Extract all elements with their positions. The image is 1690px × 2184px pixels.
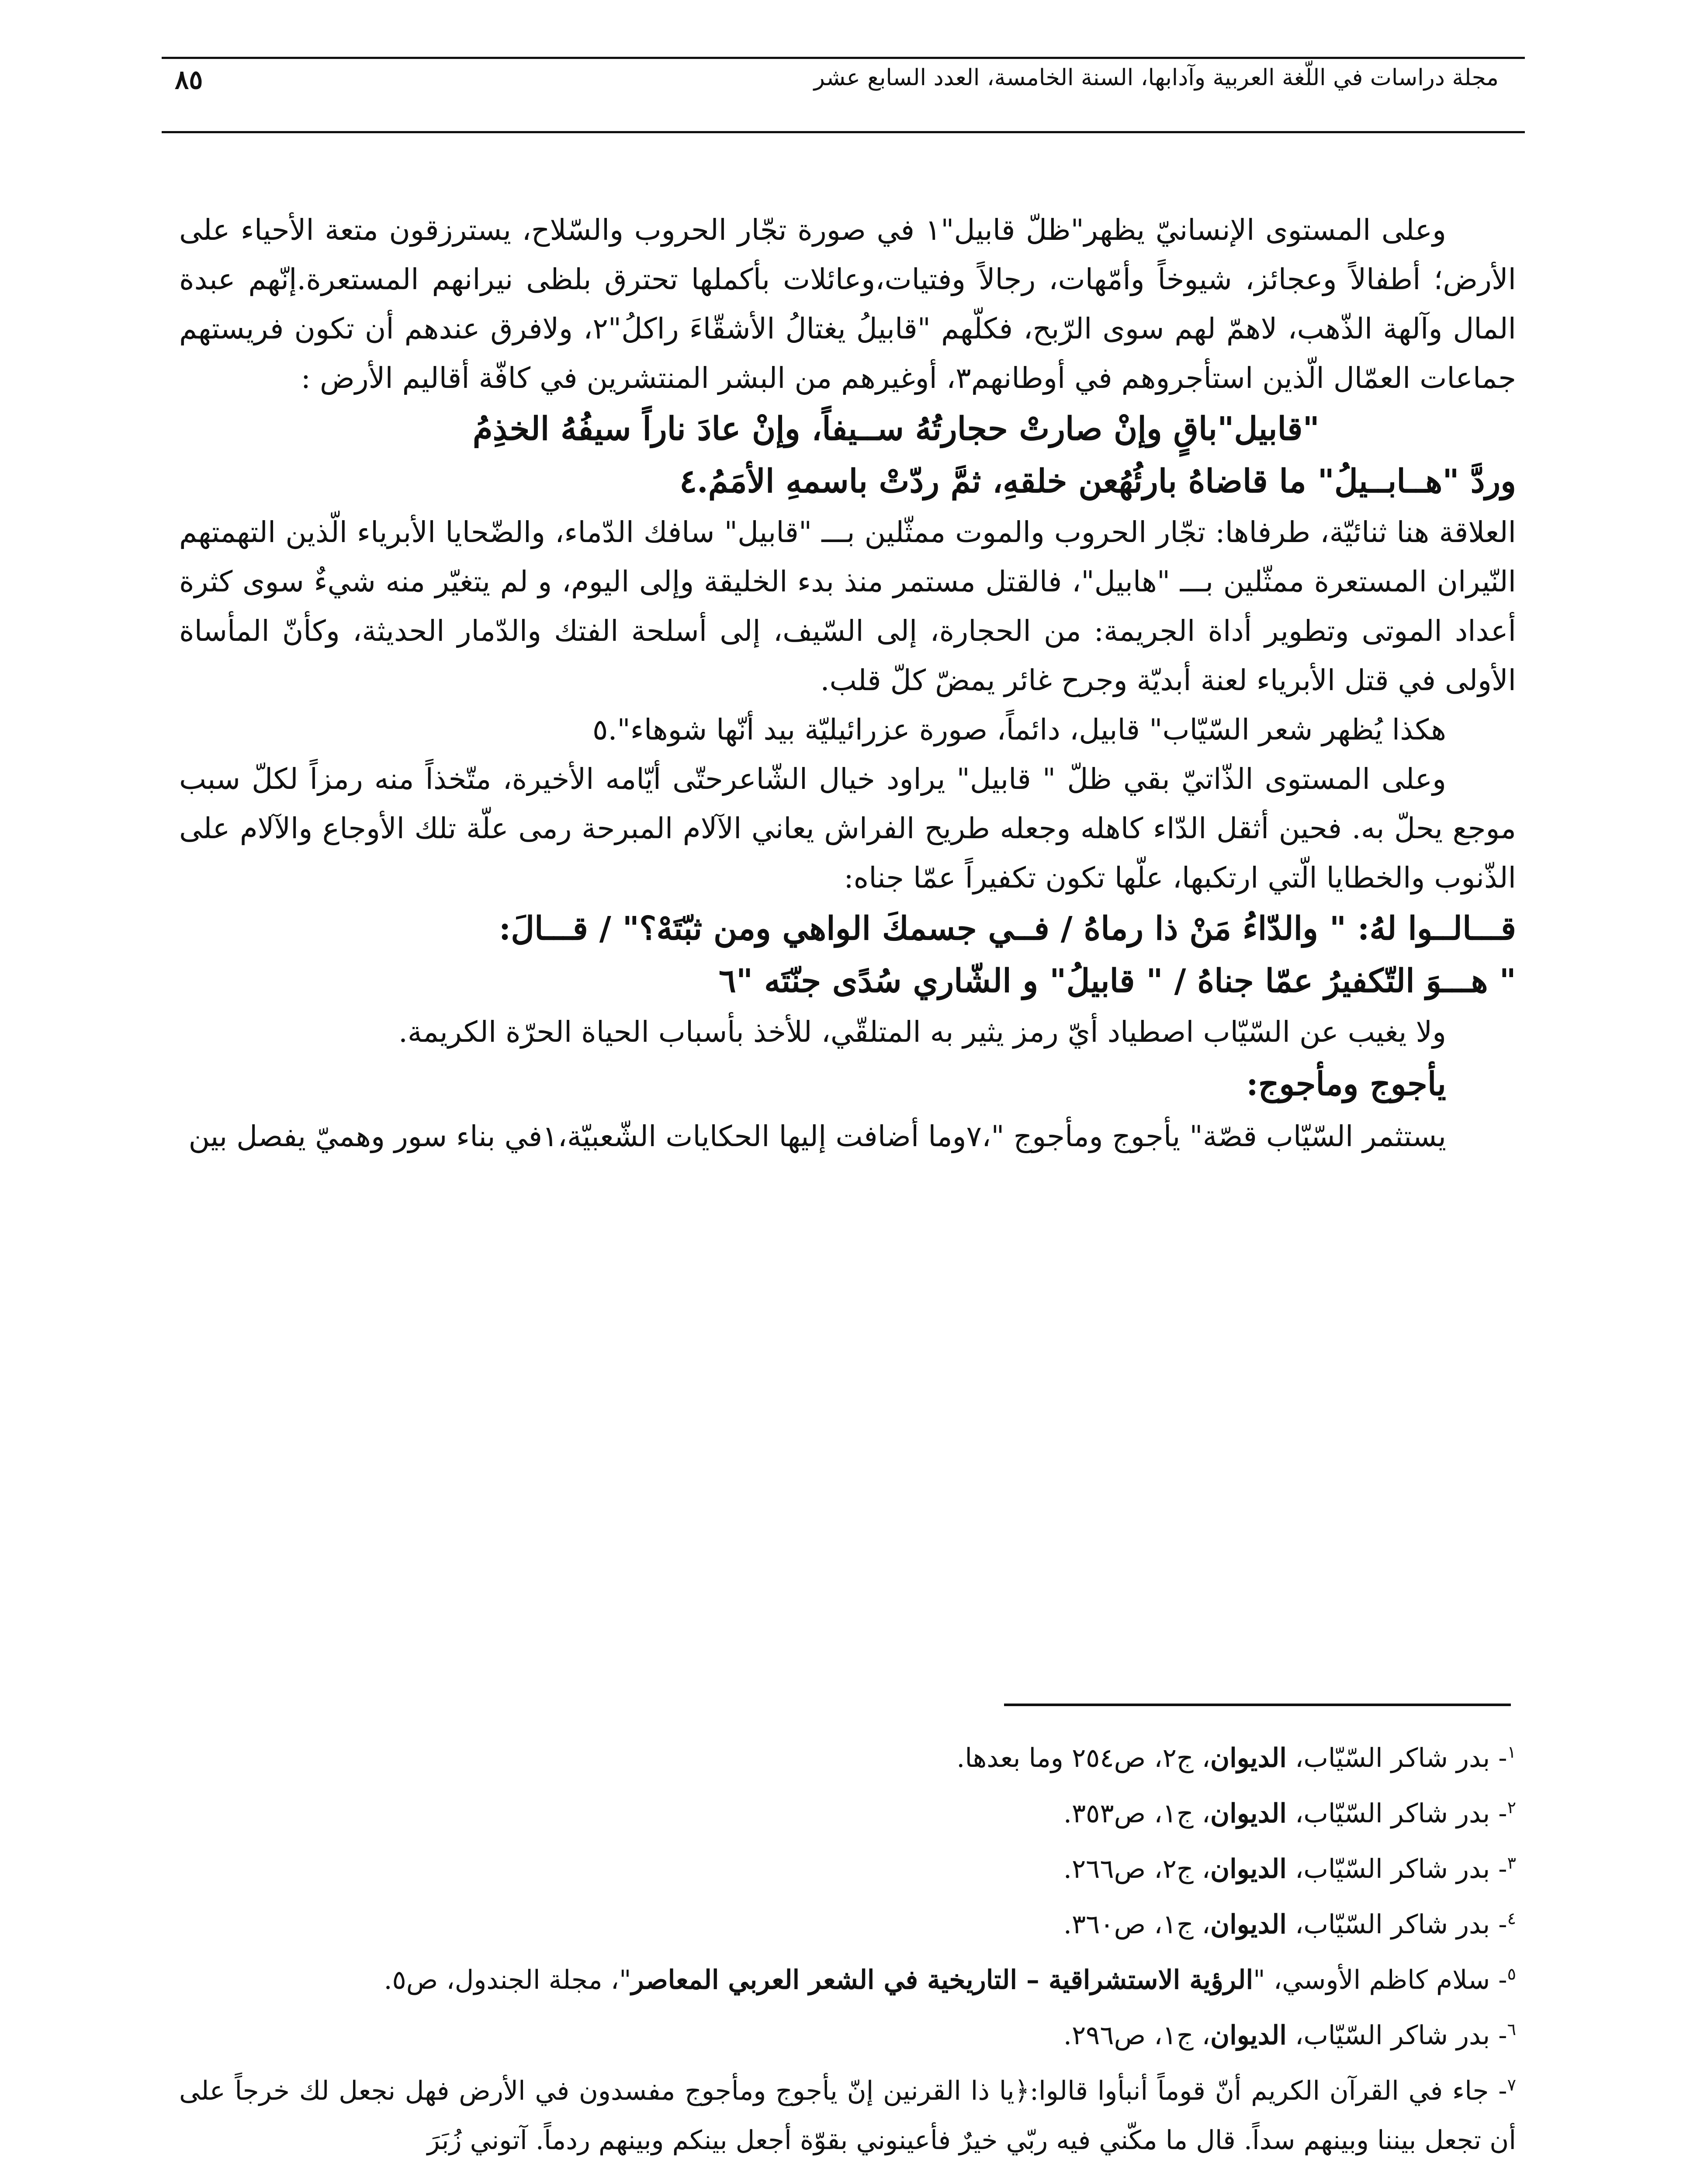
journal-title: مجلة دراسات في اللّغة العربية وآدابها، السنة الخامسة، العدد السابع عشر: [814, 65, 1499, 91]
paragraph-4: وعلى المستوى الذّاتيّ بقي ظلّ " قابيل" يراود خيال الشّاعرحتّى أيّامه الأخيرة، متّخذاً منه رمزاً لكلّ سبب موجع يحلّ به. فحين أثقل الدّاء كاهله وجعله طريح الفراش يعاني الآلام المبرحة رمى علّة تلك الأوجاع والآلام على الذّنوب والخطايا الّتي ارتكبها، علّها تكون تكفيراً عمّا جناه:: [179, 762, 1516, 895]
running-header: [162, 57, 1525, 170]
footnote-5: $^٥$- سلام كاظم الأوسي، "الرؤية الاستشراقية – التاريخية في الشعر العربي المعاصر"، مجلة الجندول، ص٥.: [384, 1964, 1516, 1995]
header-top-rule: [162, 57, 1525, 59]
verse-line-3: قـــالــوا لهُ: " والدّاءُ مَنْ ذا رماهُ / فــي جسمكَ الواهي ومن ثبّتَهْ؟" / قـــالَ:: [499, 910, 1516, 947]
verse-line-2: وردَّ "هــابــيلُ" ما قاضاهُ بارئُهُعن خلقهِ، ثمَّ ردّتْ باسمهِ الأمَمُ.٤: [679, 463, 1516, 500]
footnote-4: $^٤$- بدر شاكر السّيّاب، الديوان، ج١، ص٣٦٠.: [1063, 1909, 1516, 1940]
verse-line-4: " هـــوَ التّكفيرُ عمّا جناهُ / " قابيلُ" و الشّاري سُدًى جنّتَه "٦: [719, 962, 1516, 1000]
paragraph-6: يستثمر السّيّاب قصّة" يأجوج ومأجوج "،٧وما أضافت إليها الحكايات الشّعبيّة،١في بناء سور وهميّ يفصل بين: [188, 1120, 1446, 1153]
page-number: ٨٥: [175, 65, 203, 95]
paragraph-3: هكذا يُظهر شعر السّيّاب" قابيل، دائماً، صورة عزرائيليّة بيد أنّها شوهاء".٥: [592, 713, 1446, 746]
footnote-6: $^٦$- بدر شاكر السّيّاب، الديوان، ج١، ص٢٩٦.: [1063, 2020, 1516, 2051]
paragraph-5: ولا يغيب عن السّيّاب اصطياد أيّ رمز يثير به المتلقّي، للأخذ بأسباب الحياة الحرّة الكريمة.: [398, 1015, 1446, 1049]
footnote-3: $^٣$- بدر شاكر السّيّاب، الديوان، ج٢، ص٢٦٦.: [1063, 1853, 1516, 1884]
body-text: [179, 205, 1516, 1161]
header-bottom-rule: [162, 131, 1525, 133]
footnote-separator: [1004, 1704, 1511, 1706]
footnote-2: $^٢$- بدر شاكر السّيّاب، الديوان، ج١، ص٣٥٣.: [1063, 1798, 1516, 1829]
section-heading: يأجوج ومأجوج:: [1246, 1065, 1446, 1103]
verse-line-1: "قابيل"باقٍ وإنْ صارتْ حجارتُهُ ســيفاً، وإنْ عادَ ناراً سيفُهُ الخذِمُ: [472, 410, 1319, 448]
paragraph-2: العلاقة هنا ثنائيّة، طرفاها: تجّار الحروب والموت ممثّلين بـــ "قابيل" سافك الدّماء، والضّحايا الأبرياء الّذين التهمتهم النّيران المستعرة ممثّلين بـــ "هابيل"، فالقتل مستمر منذ بدء الخليقة وإلى اليوم، و لم يتغيّر منه شيءٌ سوى كثرة أعداد الموتى وتطوير أداة الجريمة: من الحجارة، إلى السّيف، إلى أسلحة الفتك والدّمار الحديثة، وكأنّ المأساة الأولى في قتل الأبرياء لعنة أبديّة وجرح غائر يمضّ كلّ قلب.: [179, 515, 1516, 697]
footnote-7: $^٧$- جاء في القرآن الكريم أنّ قوماً أنبأوا قالوا:﴿يا ذا القرنين إنّ يأجوج ومأجوج مفسدون في الأرض فهل نجعل لك خرجاً على أن تجعل بيننا وبينهم سداً. قال ما مكّني فيه ربّي خيرٌ فأعينوني بقوّة أجعل بينكم وبينهم ردماً. آتوني زُبَرَ: [179, 2075, 1516, 2156]
footnote-1: $^١$- بدر شاكر السّيّاب، الديوان، ج٢، ص٢٥٤ وما بعدها.: [956, 1742, 1516, 1773]
footnotes: [179, 1728, 1516, 2165]
paragraph-1: وعلى المستوى الإنسانيّ يظهر"ظلّ قابيل"١ في صورة تجّار الحروب والسّلاح، يسترزقون متعة الأحياء على الأرض؛ أطفالاً وعجائز، شيوخاً وأمّهات، رجالاً وفتيات،وعائلات بأكملها تحترق بلظى نيرانهم المستعرة.إنّهم عبدة المال وآلهة الذّهب، لاهمّ لهم سوى الرّبح، فكلّهم "قابيلُ يغتالُ الأشقّاءَ راكلُ"٢، ولافرق عندهم أن تكون فريستهم جماعات العمّال الّذين استأجروهم في أوطانهم٣، أوغيرهم من البشر المنتشرين في كافّة أقاليم الأرض :: [179, 213, 1516, 395]
